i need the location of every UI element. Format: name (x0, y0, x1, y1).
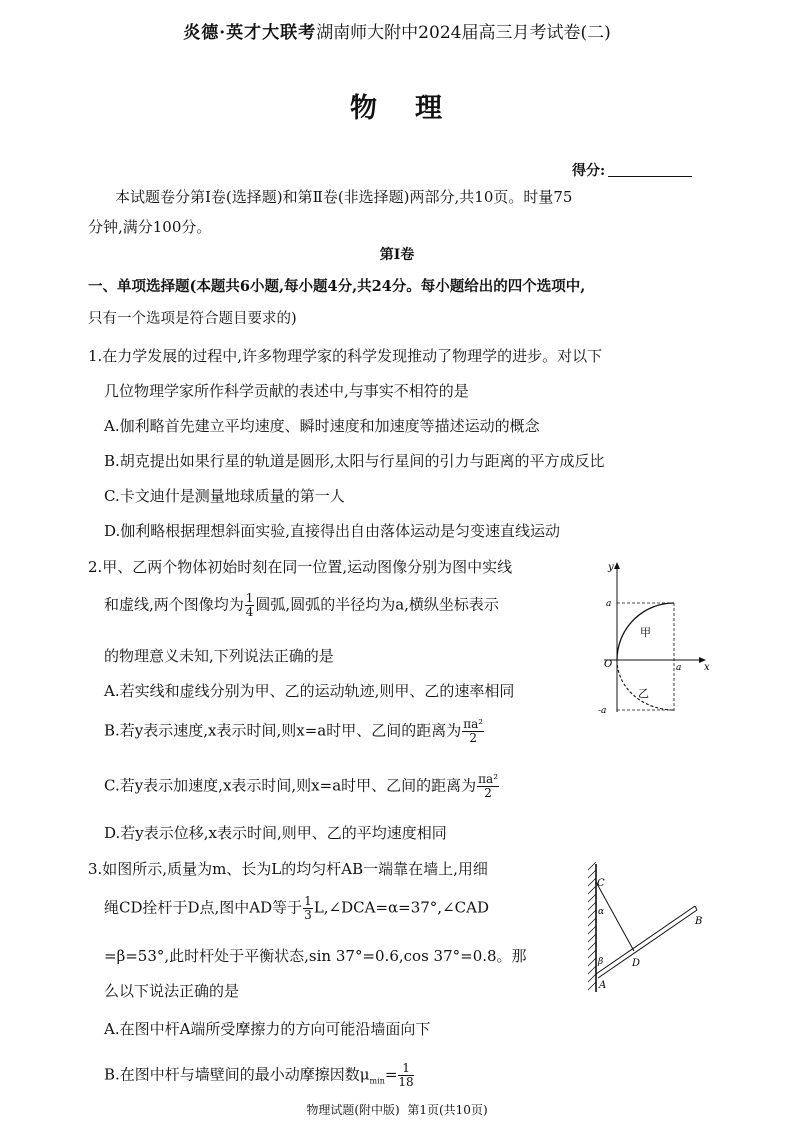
q3-stem-4: 么以下说法正确的是 (104, 982, 240, 1000)
frac-numerator: 1 (304, 894, 312, 908)
q2-stem-2-post: 圆弧,圆弧的半径均为a,横纵坐标表示 (255, 595, 499, 614)
frac-numerator: 1 (245, 591, 254, 605)
mu-subscript: min (369, 1076, 385, 1086)
one-eighteenth-fraction (398, 1062, 413, 1089)
q3-option-a[interactable]: A.在图中杆A端所受摩擦力的方向可能沿墙面向下 (104, 1020, 431, 1038)
intro-line-2: 分钟,满分100分。 (88, 218, 212, 236)
q3-stem-2-post: L,∠DCA=α=37°,∠CAD (313, 898, 489, 917)
point-b-label: B (695, 916, 703, 927)
yi-label: 乙 (638, 687, 649, 700)
q1-option-b[interactable]: B.胡克提出如果行星的轨道是圆形,太阳与行星间的引力与距离的平方成反比 (104, 452, 605, 470)
q1-stem-1: 1.在力学发展的过程中,许多物理学家的科学发现推动了物理学的进步。对以下 (88, 347, 603, 365)
q3-rod-figure (582, 860, 704, 996)
a-right-label: a (676, 663, 682, 673)
rod-ab-edge-2 (598, 910, 697, 978)
exam-header (0, 18, 794, 43)
q3-stem-1: 3.如图所示,质量为m、长为L的均匀杆AB一端靠在墙上,用细 (88, 860, 488, 878)
page-title (0, 86, 794, 125)
y-label: y (608, 562, 614, 573)
q2-graph-figure (592, 560, 712, 720)
q2-option-b[interactable] (104, 718, 485, 745)
q3-stem-2 (104, 895, 489, 922)
point-d-label: D (632, 958, 641, 969)
a-top-label: a (606, 599, 612, 609)
q2-option-a[interactable]: A.若实线和虚线分别为甲、乙的运动轨迹,则甲、乙的速率相同 (104, 682, 515, 700)
intro-line-1: 本试题卷分第Ⅰ卷(选择题)和第Ⅱ卷(非选择题)两部分,共10页。时量75 (115, 188, 573, 206)
score-blank[interactable] (608, 176, 692, 177)
q3-option-b-text: B.在图中杆与墙壁间的最小动摩擦因数μ (104, 1065, 370, 1084)
score-label: 得分: (572, 163, 606, 179)
title-char-2: 理 (415, 93, 444, 124)
frac-numerator: 1 (398, 1062, 413, 1076)
q3-stem-2-pre: 绳CD拴杆于D点,图中AD等于 (104, 898, 303, 917)
part-heading-2: 只有一个选项是符合题目要求的) (88, 311, 297, 327)
q3-option-b[interactable] (104, 1062, 415, 1089)
q2-option-b-text: B.若y表示速度,x表示时间,则x=a时甲、乙间的距离为 (104, 721, 462, 740)
exam-name: 湖南师大附中2024届高三月考试卷(二) (316, 23, 611, 43)
score-field (572, 160, 692, 180)
origin-label: O (604, 659, 613, 670)
equals-sign: = (384, 1065, 398, 1084)
q2-option-c[interactable] (104, 773, 500, 800)
frac-numerator: πa² (463, 717, 484, 731)
frac-denominator: 2 (484, 786, 492, 800)
title-char-1: 物 (350, 93, 379, 124)
rod-ab-end (695, 906, 697, 910)
frac-numerator: πa² (478, 772, 499, 786)
quarter-fraction (245, 592, 255, 619)
y-axis-arrow-icon (614, 562, 620, 569)
pi-a2-fraction (462, 718, 484, 745)
q1-option-a[interactable]: A.伽利略首先建立平均速度、瞬时速度和加速度等描述运动的概念 (104, 417, 540, 435)
pi-a2-fraction (477, 773, 499, 800)
arc-yi (617, 660, 674, 710)
section-title: 第Ⅰ卷 (379, 247, 415, 263)
q2-option-d[interactable]: D.若y表示位移,x表示时间,则甲、乙的平均速度相同 (104, 824, 447, 842)
alpha-label: α (598, 907, 605, 917)
q1-option-c[interactable]: C.卡文迪什是测量地球质量的第一人 (104, 487, 345, 505)
part-heading-text: 一、单项选择题(本题共6小题,每小题4分,共24分。每小题给出的四个选项中, (88, 278, 586, 295)
beta-label: β (598, 957, 604, 967)
frac-denominator: 2 (469, 731, 477, 745)
brand-text: 炎德·英才大联考 (183, 23, 317, 43)
frac-denominator: 3 (304, 908, 312, 922)
a-neg-label: -a (598, 706, 607, 716)
wall-hatch (588, 862, 596, 990)
point-a-label: A (599, 980, 607, 991)
q2-stem-2-pre: 和虚线,两个图像均为 (104, 595, 244, 614)
q2-option-c-text: C.若y表示加速度,x表示时间,则x=a时甲、乙间的距离为 (104, 776, 477, 795)
q3-stem-3: =β=53°,此时杆处于平衡状态,sin 37°=0.6,cos 37°=0.8。那 (104, 947, 527, 965)
q2-stem-3: 的物理意义未知,下列说法正确的是 (104, 647, 334, 665)
point-c-label: C (597, 878, 605, 889)
q1-option-d[interactable]: D.伽利略根据理想斜面实验,直接得出自由落体运动是匀变速直线运动 (104, 522, 561, 540)
x-label: x (704, 662, 710, 673)
q1-stem-2: 几位物理学家所作科学贡献的表述中,与事实不相符的是 (104, 382, 469, 400)
jia-label: 甲 (640, 626, 651, 639)
frac-denominator: 4 (245, 605, 254, 619)
part-heading-1 (88, 278, 585, 296)
q2-stem-2 (104, 592, 499, 619)
third-fraction (303, 895, 313, 922)
rod-ab-edge-1 (596, 906, 695, 974)
q2-stem-1: 2.甲、乙两个物体初始时刻在同一位置,运动图像分别为图中实线 (88, 558, 513, 576)
frac-denominator: 18 (398, 1075, 414, 1089)
page-footer: 物理试题(附中版) 第1页(共10页) (306, 1103, 488, 1117)
